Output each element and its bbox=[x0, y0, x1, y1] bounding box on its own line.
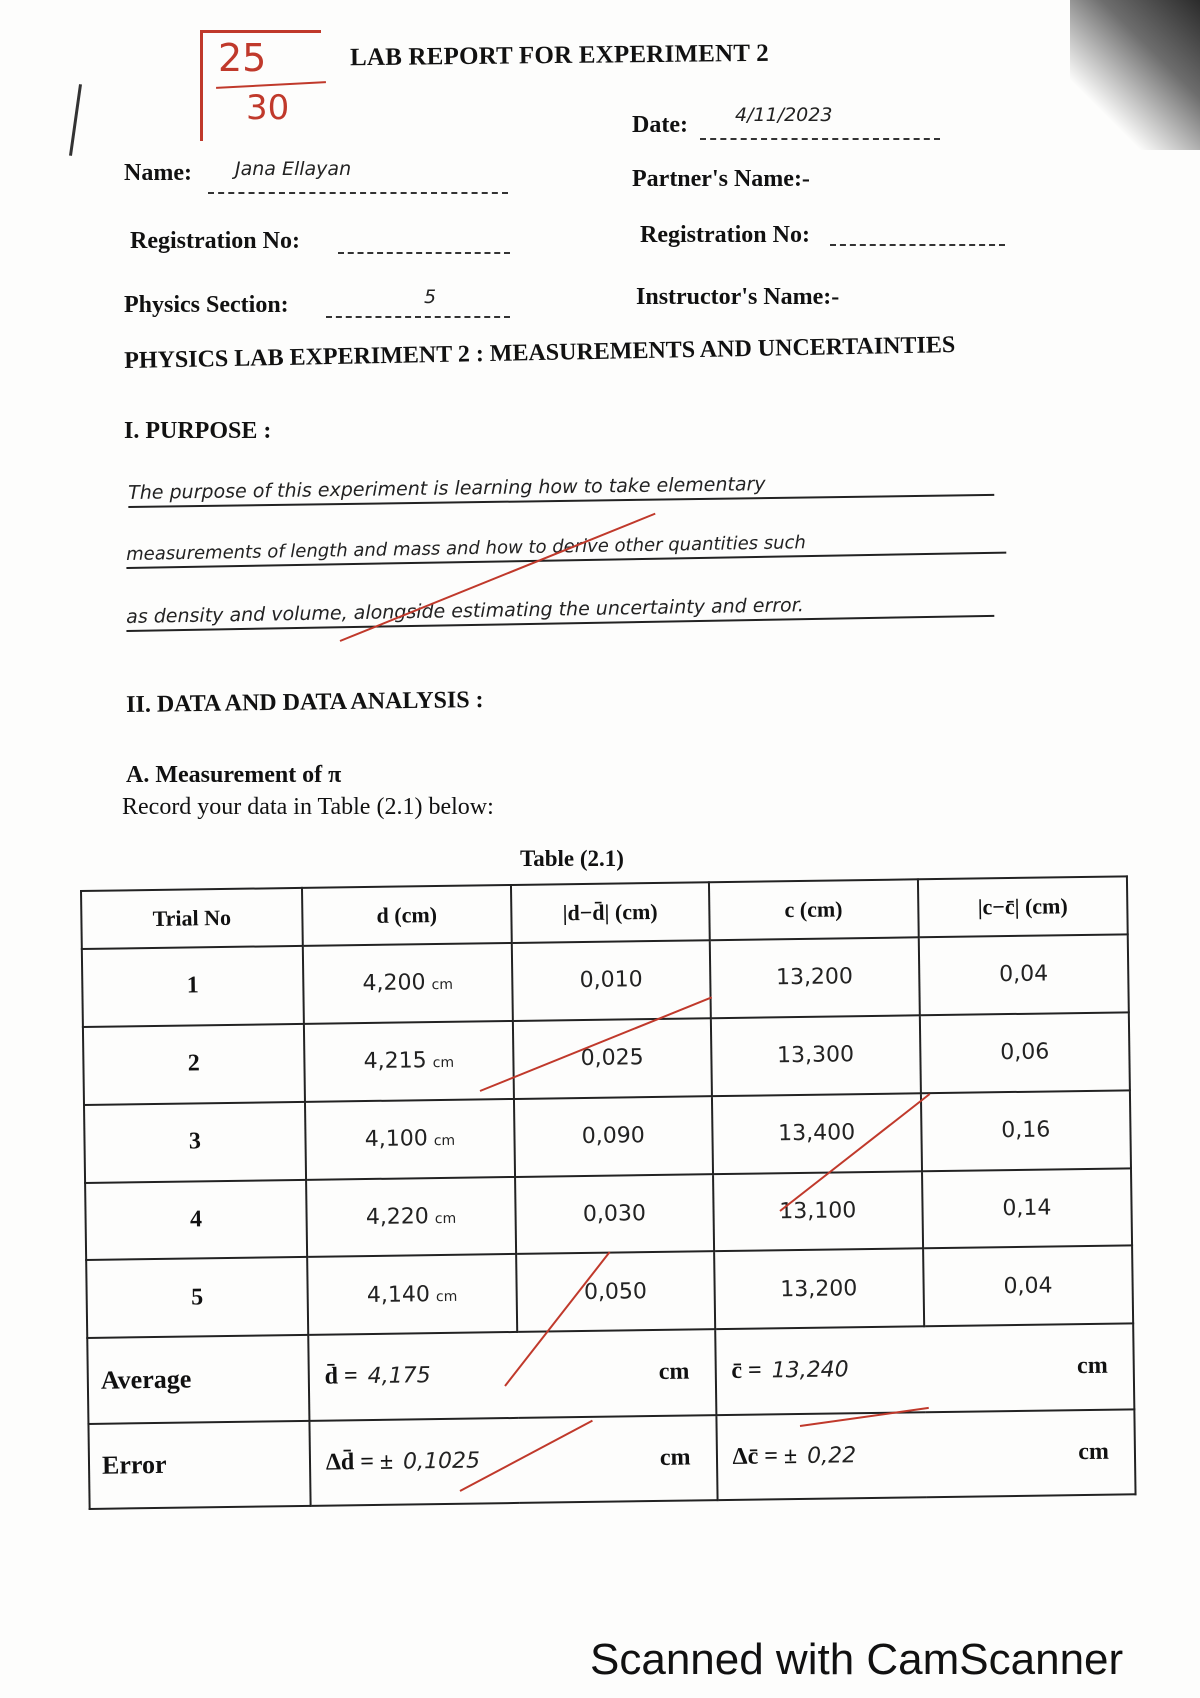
error-c-cell bbox=[716, 1409, 1136, 1500]
trial-number: 2 bbox=[83, 1024, 305, 1105]
d-cell bbox=[306, 1176, 516, 1257]
error-label: Error bbox=[88, 1420, 310, 1508]
purpose-line-3: as density and volume, alongside estimating the uncertainty and error. bbox=[126, 591, 994, 632]
header-trial: Trial No bbox=[81, 888, 303, 949]
d-value: 4,215 bbox=[363, 1048, 427, 1075]
purpose-heading: I. PURPOSE : bbox=[124, 418, 272, 444]
section-underline bbox=[326, 316, 510, 318]
error-d-unit: cm bbox=[659, 1444, 691, 1471]
table-row bbox=[84, 1090, 1131, 1182]
d-deviation: 0,050 bbox=[516, 1252, 715, 1333]
c-value: 13,300 bbox=[710, 1015, 920, 1096]
average-c-unit: cm bbox=[1076, 1353, 1108, 1380]
d-unit: cm bbox=[435, 1288, 458, 1305]
average-d-symbol: d̄ = bbox=[324, 1363, 358, 1391]
c-deviation: 0,16 bbox=[921, 1090, 1131, 1171]
trial-number: 3 bbox=[84, 1102, 306, 1183]
d-cell bbox=[305, 1099, 515, 1180]
error-d-symbol: Δd̄ = ± bbox=[325, 1448, 394, 1476]
registration-underline-left bbox=[338, 252, 510, 254]
date-underline bbox=[700, 138, 940, 140]
c-deviation: 0,04 bbox=[919, 934, 1129, 1015]
registration-underline-right bbox=[830, 244, 1005, 246]
purpose-line-2: measurements of length and mass and how to derive other quantities such bbox=[126, 529, 1006, 569]
table-row bbox=[85, 1168, 1132, 1260]
average-row bbox=[87, 1324, 1134, 1424]
section-label: Physics Section: bbox=[124, 292, 289, 318]
d-value: 4,140 bbox=[366, 1281, 431, 1308]
report-title: LAB REPORT FOR EXPERIMENT 2 bbox=[349, 39, 770, 72]
header-d: d (cm) bbox=[302, 885, 512, 946]
data-table bbox=[80, 875, 1137, 1510]
error-d-value: 0,1025 bbox=[402, 1448, 481, 1475]
table-caption: Table (2.1) bbox=[520, 846, 624, 871]
instructor-label: Instructor's Name:- bbox=[636, 284, 840, 310]
error-c-symbol: Δc̄ = ± bbox=[732, 1442, 798, 1470]
scanner-watermark: Scanned with CamScanner bbox=[590, 1635, 1124, 1684]
table-row bbox=[83, 1012, 1130, 1104]
name-value: Jana Ellayan bbox=[235, 158, 352, 180]
average-d-unit: cm bbox=[658, 1358, 690, 1386]
purpose-line-1: The purpose of this experiment is learning how to take elementary bbox=[128, 470, 994, 508]
trial-number: 5 bbox=[86, 1257, 308, 1338]
c-value: 13,400 bbox=[712, 1093, 922, 1174]
header-c: c (cm) bbox=[709, 879, 919, 940]
registration-label-left: Registration No: bbox=[130, 228, 300, 254]
d-deviation: 0,010 bbox=[512, 940, 711, 1021]
d-value: 4,200 bbox=[362, 970, 426, 997]
margin-mark bbox=[69, 84, 82, 156]
average-label: Average bbox=[87, 1335, 309, 1423]
c-deviation: 0,14 bbox=[922, 1168, 1132, 1249]
table-row bbox=[82, 934, 1129, 1026]
trial-number: 4 bbox=[85, 1179, 307, 1260]
score-earned: 25 bbox=[218, 36, 267, 80]
header-c-deviation: |c−c̄| (cm) bbox=[918, 876, 1128, 937]
d-value: 4,220 bbox=[365, 1204, 430, 1230]
table-row bbox=[86, 1246, 1133, 1338]
d-deviation: 0,030 bbox=[515, 1174, 714, 1255]
c-value: 13,100 bbox=[713, 1171, 923, 1252]
d-cell bbox=[307, 1254, 517, 1335]
date-label: Date: bbox=[632, 112, 688, 138]
registration-label-right: Registration No: bbox=[640, 222, 810, 248]
d-unit: cm bbox=[434, 1210, 457, 1228]
c-value: 13,200 bbox=[709, 937, 919, 1018]
d-deviation: 0,025 bbox=[513, 1018, 712, 1099]
name-label: Name: bbox=[124, 160, 192, 186]
average-c-value: 13,240 bbox=[771, 1357, 849, 1384]
table-instruction: Record your data in Table (2.1) below: bbox=[122, 794, 494, 820]
scan-corner-shadow bbox=[1070, 0, 1200, 150]
c-deviation: 0,06 bbox=[920, 1012, 1130, 1093]
average-d-value: 4,175 bbox=[367, 1363, 431, 1390]
c-deviation: 0,04 bbox=[923, 1246, 1133, 1327]
average-c-cell bbox=[715, 1324, 1135, 1415]
section-value: 5 bbox=[424, 286, 437, 308]
error-c-unit: cm bbox=[1078, 1438, 1110, 1465]
date-value: 4/11/2023 bbox=[735, 104, 833, 126]
header-d-deviation: |d−d̄| (cm) bbox=[511, 882, 709, 943]
d-deviation: 0,090 bbox=[514, 1096, 713, 1177]
d-cell bbox=[303, 943, 513, 1024]
error-c-value: 0,22 bbox=[806, 1443, 857, 1469]
trial-number: 1 bbox=[82, 946, 304, 1027]
data-heading: II. DATA AND DATA ANALYSIS : bbox=[126, 687, 484, 718]
name-underline bbox=[208, 192, 508, 194]
d-unit: cm bbox=[431, 977, 454, 994]
c-value: 13,200 bbox=[714, 1249, 924, 1330]
average-c-symbol: c̄ = bbox=[731, 1357, 762, 1385]
partner-label: Partner's Name:- bbox=[632, 166, 810, 192]
d-unit: cm bbox=[432, 1055, 455, 1072]
score-total: 30 bbox=[246, 88, 290, 128]
experiment-title: PHYSICS LAB EXPERIMENT 2 : MEASUREMENTS AND UNCERTAINTIES bbox=[124, 332, 956, 374]
d-unit: cm bbox=[433, 1132, 456, 1150]
d-value: 4,100 bbox=[364, 1126, 428, 1153]
error-row bbox=[88, 1409, 1135, 1509]
measurement-subheading: A. Measurement of π bbox=[126, 762, 342, 788]
